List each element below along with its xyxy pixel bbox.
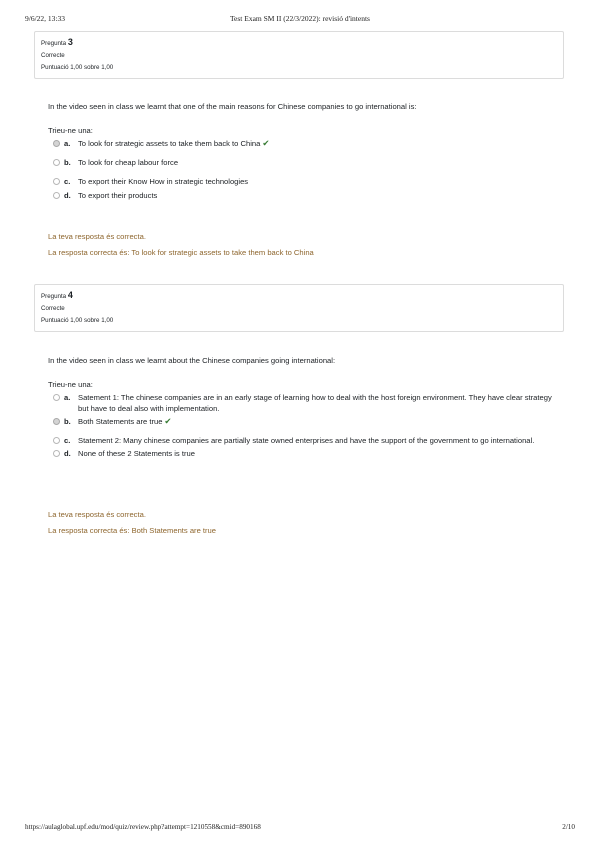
radio-icon[interactable] [53,159,60,166]
option-letter: d. [64,449,71,458]
option-b[interactable] [48,157,553,168]
question-4-info [34,284,564,332]
question-4 [48,356,553,459]
option-c[interactable] [48,435,553,446]
answer-options [48,392,553,459]
right-answer: La resposta correcta és: To look for strategic assets to take them back to China [48,248,314,257]
question-label: Pregunta [41,293,67,300]
page-url: https://aulaglobal.upf.edu/mod/quiz/review.php?attempt=1210558&cmid=890168 [25,823,261,831]
feedback-correct: La teva resposta és correcta. [48,510,146,519]
option-text: To export their products [78,191,158,200]
answer-prompt: Trieu-ne una: [48,126,93,135]
check-icon: ✔ [164,416,172,426]
right-answer: La resposta correcta és: Both Statements are true [48,526,216,535]
print-date: 9/6/22, 13:33 [25,14,66,23]
option-d[interactable] [48,190,553,201]
radio-icon[interactable] [53,192,60,199]
radio-icon[interactable] [53,394,60,401]
question-grade: Puntuació 1,00 sobre 1,00 [41,317,114,324]
option-b[interactable] [48,416,553,427]
option-letter: c. [64,177,71,186]
option-text: To look for cheap labour force [78,158,179,167]
question-3 [48,102,553,201]
print-title: Test Exam SM II (22/3/2022): revisió d'intents [230,14,370,23]
option-text: Both Statements are true [78,417,163,426]
radio-selected-icon[interactable] [53,140,60,147]
question-number-line [41,36,557,50]
feedback-correct: La teva resposta és correcta. [48,232,146,241]
answer-prompt: Trieu-ne una: [48,380,93,389]
check-icon: ✔ [262,138,270,148]
option-letter: b. [64,158,71,167]
option-text: Satement 1: The chinese companies are in an early stage of learning how to deal with the host foreign environment. They have clear strategy but have to deal also with implementation. [78,393,552,413]
option-text: Statement 2: Many chinese companies are partially state owned enterprises and have the support of the government to go international. [78,436,535,445]
option-a[interactable] [48,138,553,149]
option-letter: b. [64,417,71,426]
question-number-line [41,289,557,303]
question-state: Correcte [41,52,65,59]
page-number: 2/10 [562,823,575,831]
question-number: 4 [67,290,73,300]
option-d[interactable] [48,448,553,459]
option-letter: a. [64,393,71,402]
option-text: To export their Know How in strategic technologies [78,177,249,186]
question-text: In the video seen in class we learnt about the Chinese companies going international: [48,356,336,365]
question-grade: Puntuació 1,00 sobre 1,00 [41,64,114,71]
question-label: Pregunta [41,40,67,47]
option-text: To look for strategic assets to take them back to China [78,139,261,148]
radio-icon[interactable] [53,178,60,185]
option-text: None of these 2 Statements is true [78,449,195,458]
print-header [25,14,575,26]
radio-selected-icon[interactable] [53,418,60,425]
option-letter: c. [64,436,71,445]
option-a[interactable] [48,392,553,414]
radio-icon[interactable] [53,437,60,444]
radio-icon[interactable] [53,450,60,457]
question-3-info [34,31,564,79]
question-number: 3 [67,37,73,47]
question-state: Correcte [41,305,65,312]
question-text: In the video seen in class we learnt that one of the main reasons for Chinese companies to go international is: [48,102,417,111]
option-letter: d. [64,191,71,200]
answer-options [48,138,553,201]
option-c[interactable] [48,176,553,187]
option-letter: a. [64,139,71,148]
